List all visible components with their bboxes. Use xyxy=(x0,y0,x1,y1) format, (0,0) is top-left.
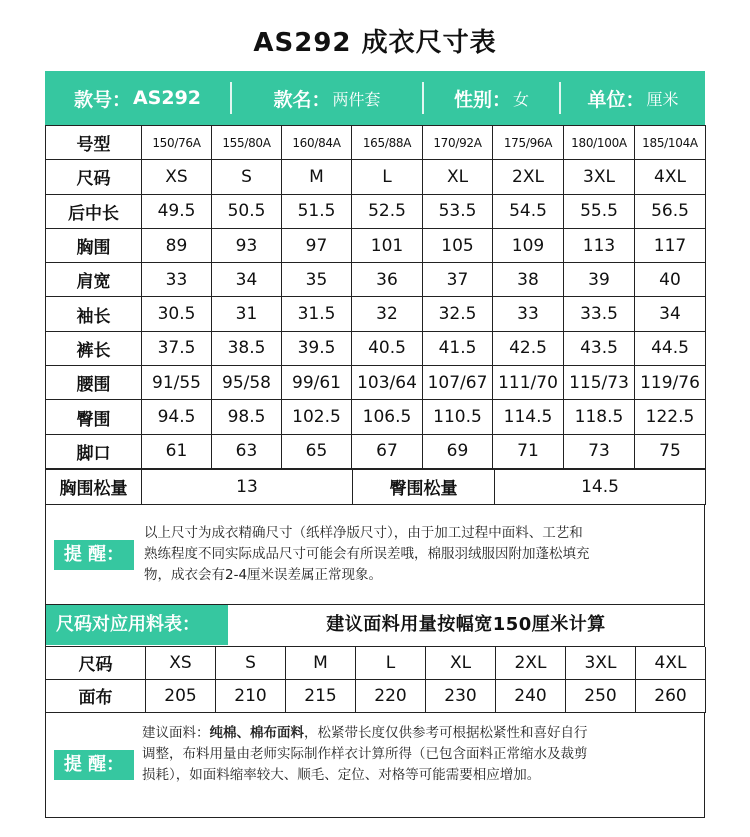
measurement-cell: 97 xyxy=(282,228,352,262)
unit-label: 单位： xyxy=(587,88,645,111)
material-reminder-line: 调整，布料用量由老师实际制作样衣计算所得（已包含面料正常缩水及裁剪 xyxy=(142,745,588,762)
measurement-cell: 41.5 xyxy=(423,331,493,365)
measurement-cell: 43.5 xyxy=(564,331,635,365)
unit-value: 厘米 xyxy=(646,89,679,109)
row-label: 胸围 xyxy=(46,228,142,262)
fabric-section-note: 建议面料用量按幅宽150厘米计算 xyxy=(326,613,606,635)
measurement-cell: M xyxy=(282,160,352,194)
measurement-cell: 106.5 xyxy=(352,400,423,434)
material-label: 建议面料： xyxy=(142,724,210,741)
measurement-cell: 39.5 xyxy=(282,331,352,365)
size-row xyxy=(46,194,706,228)
size-row xyxy=(46,400,706,434)
measurement-cell: 69 xyxy=(423,434,493,468)
measurement-cell: 33 xyxy=(142,263,212,297)
fabric-size-row xyxy=(46,647,706,680)
measurement-cell: 3XL xyxy=(564,160,635,194)
size-chart xyxy=(45,71,705,818)
fabric-amount-cell: 240 xyxy=(496,679,566,712)
measurement-cell: 101 xyxy=(352,228,423,262)
size-row xyxy=(46,331,706,365)
size-row xyxy=(46,263,706,297)
measurement-cell: 95/58 xyxy=(212,366,282,400)
measurement-cell: 31 xyxy=(212,297,282,331)
measurement-cell: 31.5 xyxy=(282,297,352,331)
material-reminder-badge: 提 醒： xyxy=(54,750,134,780)
measurement-cell: 2XL xyxy=(493,160,564,194)
measurement-cell: 32.5 xyxy=(423,297,493,331)
fabric-size-cell: 4XL xyxy=(636,647,706,680)
measurement-cell: 37.5 xyxy=(142,331,212,365)
measurement-cell: 49.5 xyxy=(142,194,212,228)
measurement-cell: 109 xyxy=(493,228,564,262)
measurement-cell: 94.5 xyxy=(142,400,212,434)
measurement-cell: 33.5 xyxy=(564,297,635,331)
measurement-cell: 30.5 xyxy=(142,297,212,331)
reminder-box xyxy=(45,505,705,605)
measurement-cell: 38 xyxy=(493,263,564,297)
size-row xyxy=(46,228,706,262)
measurement-cell: 98.5 xyxy=(212,400,282,434)
size-code-cell: 170/92A xyxy=(423,126,493,160)
measurement-cell: 103/64 xyxy=(352,366,423,400)
fabric-size-cell: M xyxy=(286,647,356,680)
hip-ease-value: 14.5 xyxy=(495,469,706,504)
measurement-cell: 36 xyxy=(352,263,423,297)
size-row xyxy=(46,160,706,194)
measurement-cell: 52.5 xyxy=(352,194,423,228)
material-types: 纯棉、棉布面料 xyxy=(209,724,304,741)
reminder-text xyxy=(144,523,700,586)
measurement-cell: S xyxy=(212,160,282,194)
fabric-amount-cell: 230 xyxy=(426,679,496,712)
fabric-amount-row xyxy=(46,679,706,712)
style-name-value: 两件套 xyxy=(332,89,381,109)
measurement-cell: 91/55 xyxy=(142,366,212,400)
material-reminder-line: 损耗），如面料缩率较大、顺毛、定位、对格等可能需要相应增加。 xyxy=(142,766,541,783)
style-no-cell xyxy=(45,71,230,125)
style-name-label: 款名： xyxy=(273,88,331,111)
size-row xyxy=(46,366,706,400)
measurement-cell: 99/61 xyxy=(282,366,352,400)
page-title: AS292 成衣尺寸表 xyxy=(253,28,497,58)
material-reminder-text xyxy=(142,723,702,786)
measurement-cell: 37 xyxy=(423,263,493,297)
measurement-cell: 34 xyxy=(635,297,706,331)
chest-ease-value: 13 xyxy=(142,469,353,504)
measurement-cell: 102.5 xyxy=(282,400,352,434)
size-code-cell: 165/88A xyxy=(352,126,423,160)
row-label: 臀围 xyxy=(46,400,142,434)
fabric-size-cell: L xyxy=(356,647,426,680)
measurement-cell: 118.5 xyxy=(564,400,635,434)
measurement-cell: 54.5 xyxy=(493,194,564,228)
measurement-cell: 111/70 xyxy=(493,366,564,400)
row-label: 脚口 xyxy=(46,434,142,468)
measurement-cell: 38.5 xyxy=(212,331,282,365)
measurement-cell: XS xyxy=(142,160,212,194)
ease-table xyxy=(45,469,706,505)
size-row xyxy=(46,434,706,468)
measurement-cell: 51.5 xyxy=(282,194,352,228)
size-row xyxy=(46,297,706,331)
fabric-size-cell: XL xyxy=(426,647,496,680)
measurement-cell: 63 xyxy=(212,434,282,468)
size-code-cell: 185/104A xyxy=(635,126,706,160)
measurement-cell: 42.5 xyxy=(493,331,564,365)
measurement-cell: 40.5 xyxy=(352,331,423,365)
measurement-cell: 119/76 xyxy=(635,366,706,400)
fabric-amount-cell: 220 xyxy=(356,679,426,712)
material-reminder-box xyxy=(45,713,705,818)
measurement-cell: 75 xyxy=(635,434,706,468)
measurement-cell: 56.5 xyxy=(635,194,706,228)
measurement-cell: 67 xyxy=(352,434,423,468)
size-table xyxy=(45,125,706,469)
measurement-cell: 93 xyxy=(212,228,282,262)
fabric-section-header xyxy=(45,605,705,647)
measurement-cell: 113 xyxy=(564,228,635,262)
material-line-rest: ，松紧带长度仅供参考可根据松紧性和喜好自行 xyxy=(304,724,588,741)
measurement-cell: 89 xyxy=(142,228,212,262)
measurement-cell: 50.5 xyxy=(212,194,282,228)
reminder-line: 熟练程度不同实际成品尺寸可能会有所误差哦，棉服羽绒服因附加蓬松填充 xyxy=(144,545,590,562)
row-label: 号型 xyxy=(46,126,142,160)
style-no-value: AS292 xyxy=(132,87,202,109)
measurement-cell: 40 xyxy=(635,263,706,297)
row-label: 肩宽 xyxy=(46,263,142,297)
size-code-cell: 180/100A xyxy=(564,126,635,160)
gender-label: 性别： xyxy=(453,88,511,111)
fabric-amount-cell: 205 xyxy=(146,679,216,712)
style-name-cell xyxy=(232,71,422,125)
measurement-cell: 44.5 xyxy=(635,331,706,365)
fabric-amount-cell: 210 xyxy=(216,679,286,712)
fabric-section-title: 尺码对应用料表： xyxy=(46,605,228,645)
fabric-amount-cell: 215 xyxy=(286,679,356,712)
measurement-cell: XL xyxy=(423,160,493,194)
row-label: 腰围 xyxy=(46,366,142,400)
measurement-cell: 107/67 xyxy=(423,366,493,400)
measurement-cell: 32 xyxy=(352,297,423,331)
row-label: 尺码 xyxy=(46,160,142,194)
fabric-size-cell: S xyxy=(216,647,286,680)
measurement-cell: 55.5 xyxy=(564,194,635,228)
reminder-line: 物，成衣会有2-4厘米误差属正常现象。 xyxy=(144,566,383,583)
measurement-cell: 110.5 xyxy=(423,400,493,434)
gender-cell xyxy=(424,71,559,125)
measurement-cell: 117 xyxy=(635,228,706,262)
style-no-label: 款号： xyxy=(73,88,131,111)
unit-cell xyxy=(561,71,705,125)
fabric-table xyxy=(45,647,706,713)
reminder-line: 以上尺寸为成衣精确尺寸（纸样净版尺寸），由于加工过程中面料、工艺和 xyxy=(144,524,583,541)
gender-value: 女 xyxy=(513,89,530,109)
measurement-cell: 105 xyxy=(423,228,493,262)
fabric-size-cell: 3XL xyxy=(566,647,636,680)
fabric-size-cell: 2XL xyxy=(496,647,566,680)
fabric-amount-cell: 260 xyxy=(636,679,706,712)
measurement-cell: 53.5 xyxy=(423,194,493,228)
size-code-cell: 175/96A xyxy=(493,126,564,160)
row-label: 面布 xyxy=(46,679,146,712)
hip-ease-label: 臀围松量 xyxy=(353,469,495,504)
row-label: 尺码 xyxy=(46,647,146,680)
reminder-badge: 提 醒： xyxy=(54,540,134,570)
measurement-cell: 35 xyxy=(282,263,352,297)
row-label: 袖长 xyxy=(46,297,142,331)
row-label: 后中长 xyxy=(46,194,142,228)
row-label: 裤长 xyxy=(46,331,142,365)
measurement-cell: 4XL xyxy=(635,160,706,194)
measurement-cell: 73 xyxy=(564,434,635,468)
measurement-cell: L xyxy=(352,160,423,194)
measurement-cell: 33 xyxy=(493,297,564,331)
measurement-cell: 122.5 xyxy=(635,400,706,434)
measurement-cell: 114.5 xyxy=(493,400,564,434)
measurement-cell: 65 xyxy=(282,434,352,468)
measurement-cell: 71 xyxy=(493,434,564,468)
fabric-amount-cell: 250 xyxy=(566,679,636,712)
chest-ease-label: 胸围松量 xyxy=(46,469,142,504)
measurement-cell: 61 xyxy=(142,434,212,468)
measurement-cell: 34 xyxy=(212,263,282,297)
size-code-cell: 150/76A xyxy=(142,126,212,160)
ease-row xyxy=(46,469,706,504)
size-code-cell: 160/84A xyxy=(282,126,352,160)
info-header xyxy=(45,71,705,125)
measurement-cell: 115/73 xyxy=(564,366,635,400)
size-code-cell: 155/80A xyxy=(212,126,282,160)
fabric-size-cell: XS xyxy=(146,647,216,680)
size-code-row xyxy=(46,126,706,160)
measurement-cell: 39 xyxy=(564,263,635,297)
material-reminder-line xyxy=(142,723,702,744)
